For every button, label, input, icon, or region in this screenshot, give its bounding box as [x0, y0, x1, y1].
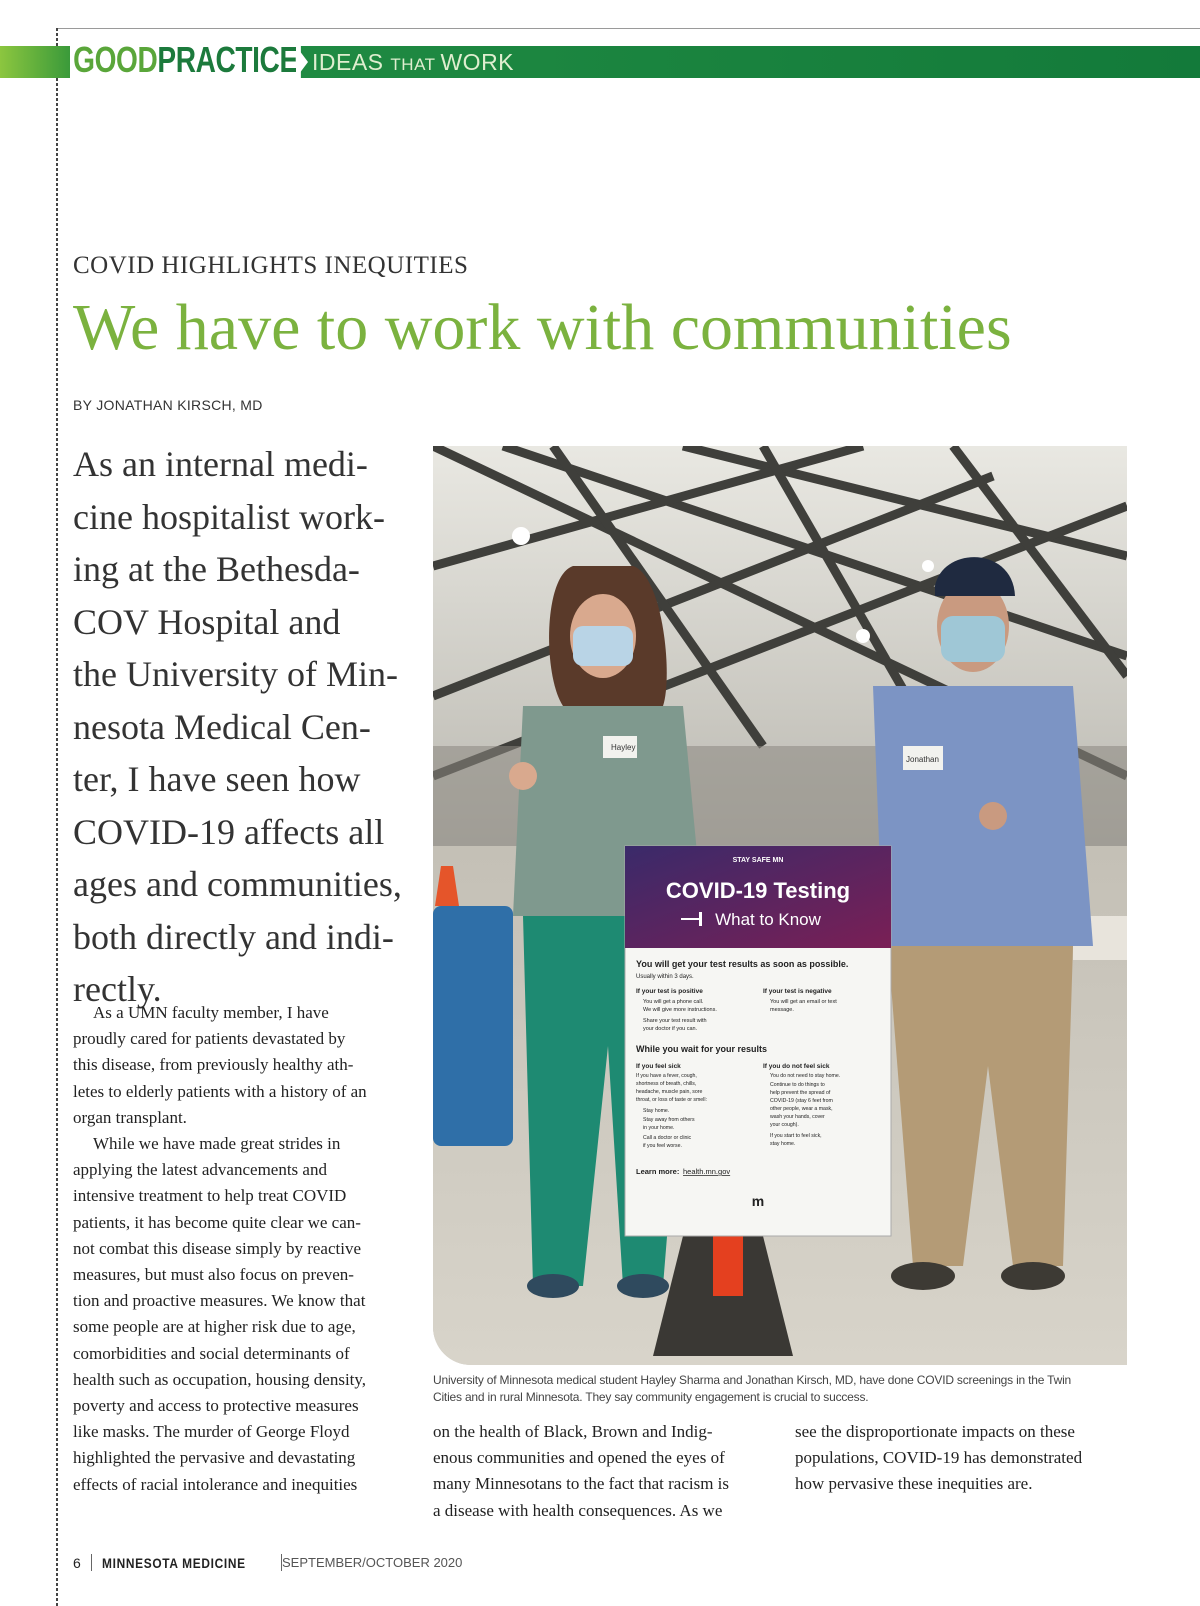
svg-text:Learn more:: Learn more:: [636, 1167, 680, 1176]
svg-text:your cough).: your cough).: [770, 1122, 799, 1128]
svg-text:If you feel sick: If you feel sick: [636, 1063, 681, 1070]
svg-text:If you do not feel sick: If you do not feel sick: [763, 1063, 830, 1070]
svg-text:throat, or loss of taste or sm: throat, or loss of taste or smell:: [636, 1097, 707, 1103]
svg-text:message.: message.: [770, 1007, 794, 1013]
svg-text:If your test is positive: If your test is positive: [636, 988, 703, 995]
sign-subtitle: What to Know: [715, 910, 821, 929]
svg-text:We will give more instructions: We will give more instructions.: [643, 1007, 717, 1013]
svg-text:If you have a fever, cough,: If you have a fever, cough,: [636, 1073, 697, 1079]
lead-paragraph: As an internal medi- cine hospitalist work- ing at the Bethesda- COV Hospital and the University of Min- nesota Medical Cen- ter, I have seen how COVID-19 affects all ages and communities, both directly and indi- rectly.: [73, 444, 402, 1009]
banner-subtitle: IDEAS THAT WORK: [312, 49, 515, 75]
sign-brand: STAY SAFE MN: [732, 857, 784, 864]
svg-text:Usually within 3 days.: Usually within 3 days.: [636, 974, 694, 980]
page-footer: [73, 1554, 462, 1571]
article-photo: [433, 446, 1127, 1365]
svg-text:Stay home.: Stay home.: [643, 1108, 670, 1114]
svg-text:Continue to do things to: Continue to do things to: [770, 1082, 825, 1088]
svg-text:Call a doctor or clinic: Call a doctor or clinic: [643, 1135, 692, 1141]
svg-text:other people, wear a mask,: other people, wear a mask,: [770, 1106, 833, 1112]
section-label: COVID HIGHLIGHTS INEQUITIES: [73, 252, 469, 279]
svg-text:stay home.: stay home.: [770, 1141, 796, 1147]
kicker-practice: PRACTICE: [157, 39, 298, 80]
left-margin-rule: [56, 28, 58, 1606]
svg-text:If you start to feel sick,: If you start to feel sick,: [770, 1133, 822, 1139]
banner-arrow-icon: [296, 46, 308, 78]
name-tag-right: Jonathan: [906, 755, 939, 764]
svg-text:If your test is negative: If your test is negative: [763, 988, 832, 995]
body-column-3: see the disproportionate impacts on these populations, COVID-19 has demonstrated how pervasive these inequities are.: [795, 1422, 1083, 1494]
svg-text:Stay away from others: Stay away from others: [643, 1117, 695, 1123]
svg-text:health.mn.gov: health.mn.gov: [683, 1167, 731, 1176]
mn-logo: m: [751, 1193, 765, 1209]
svg-text:if you feel worse.: if you feel worse.: [643, 1143, 682, 1149]
svg-text:headache, muscle pain, sore: headache, muscle pain, sore: [636, 1089, 703, 1095]
svg-text:You will get an email or text: You will get an email or text: [770, 999, 837, 1005]
top-rule: [56, 28, 1200, 29]
department-kicker: [70, 36, 301, 84]
footer-divider: [91, 1554, 92, 1571]
name-tag-left: Hayley: [611, 743, 636, 752]
issue-date: SEPTEMBER/OCTOBER 2020: [281, 1555, 463, 1570]
svg-text:COVID-19 (stay 6 feet from: COVID-19 (stay 6 feet from: [770, 1098, 833, 1104]
svg-text:help prevent the spread of: help prevent the spread of: [770, 1090, 831, 1096]
svg-text:You will get your test results: You will get your test results as soon as possible.: [636, 959, 849, 969]
sign-title: COVID-19 Testing: [665, 878, 851, 903]
body-column-2: on the health of Black, Brown and Indig- enous communities and opened the eyes of many Minnesotans to the fact that racism is a disease with health consequences. As we: [433, 1422, 730, 1520]
svg-text:your doctor if you can.: your doctor if you can.: [643, 1026, 698, 1032]
svg-text:in your home.: in your home.: [643, 1125, 675, 1131]
page-number: 6: [73, 1554, 81, 1571]
svg-text:You will get a phone call.: You will get a phone call.: [643, 999, 704, 1005]
svg-text:shortness of breath, chills,: shortness of breath, chills,: [636, 1081, 697, 1087]
kicker-good: GOOD: [73, 39, 158, 80]
svg-text:wash your hands, cover: wash your hands, cover: [770, 1114, 825, 1120]
byline: BY JONATHAN KIRSCH, MD: [73, 397, 263, 413]
svg-text:While you wait for your result: While you wait for your results: [636, 1044, 768, 1054]
publication-name: MINNESOTA MEDICINE: [101, 1554, 246, 1571]
svg-text:Share your test result with: Share your test result with: [643, 1018, 707, 1024]
covid-testing-sign: [625, 846, 891, 1236]
headline: We have to work with communities: [73, 291, 1012, 364]
svg-text:You do not need to stay home.: You do not need to stay home.: [770, 1073, 841, 1079]
photo-caption: University of Minnesota medical student Hayley Sharma and Jonathan Kirsch, MD, have done COVID screenings in the Twin Cities and in rural Minnesota. They say community engagement is crucial to success.: [433, 1373, 1072, 1404]
body-column-1: As a UMN faculty member, I have proudly cared for patients devastated by this disease, from previously healthy ath- letes to elderly patients with a history of an organ transplant. While we have made great strides in applying the latest advancements and intensive treatment to help treat COVID patients, it has become quite clear we can- not combat this disease simply by reactive measures, but must also focus on preven- tion and proactive measures. We know that some people are at higher risk due to age, comorbidities and social determinants of health such as occupation, housing density, poverty and access to protective measures like masks. The murder of George Floyd highlighted the pervasive and devastating effects of racial intolerance and inequities: [73, 1003, 367, 1494]
